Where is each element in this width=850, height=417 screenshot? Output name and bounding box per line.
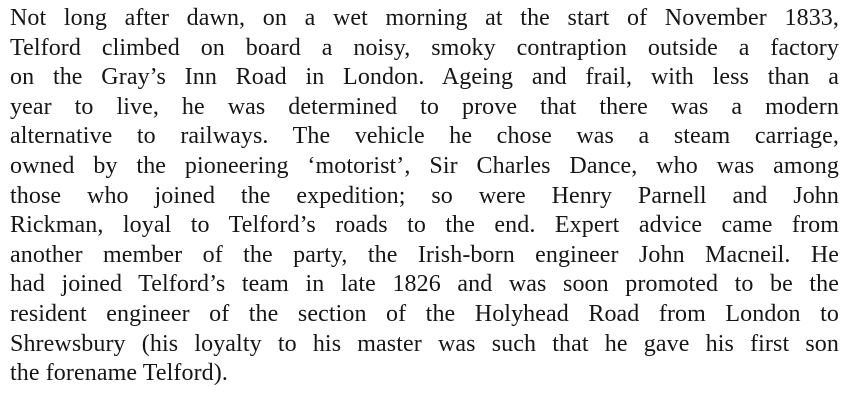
text-line: owned by the pioneering ‘motorist’, Sir Charles Dance, who was among <box>10 152 839 179</box>
text-line: Shrewsbury (his loyalty to his master was such that he gave his first son <box>10 330 839 357</box>
text-line: the forename Telford). <box>10 360 228 387</box>
text-line: another member of the party, the Irish-born engineer John Macneil. He <box>10 241 839 268</box>
text-line: resident engineer of the section of the Holyhead Road from London to <box>10 300 839 327</box>
text-line: those who joined the expedition; so were Henry Parnell and John <box>10 182 839 209</box>
text-line: Not long after dawn, on a wet morning at the start of November 1833, <box>10 5 839 31</box>
text-line: on the Gray’s Inn Road in London. Ageing and frail, with less than a <box>10 64 839 91</box>
text-line: had joined Telford’s team in late 1826 and was soon promoted to be the <box>10 271 839 298</box>
text-line: alternative to railways. The vehicle he chose was a steam carriage, <box>10 123 839 150</box>
text-line: year to live, he was determined to prove that there was a modern <box>10 93 839 120</box>
text-line: Telford climbed on board a noisy, smoky contraption outside a factory <box>10 34 839 61</box>
paragraph <box>10 4 839 389</box>
text-line: Rickman, loyal to Telford’s roads to the end. Expert advice came from <box>10 212 839 239</box>
